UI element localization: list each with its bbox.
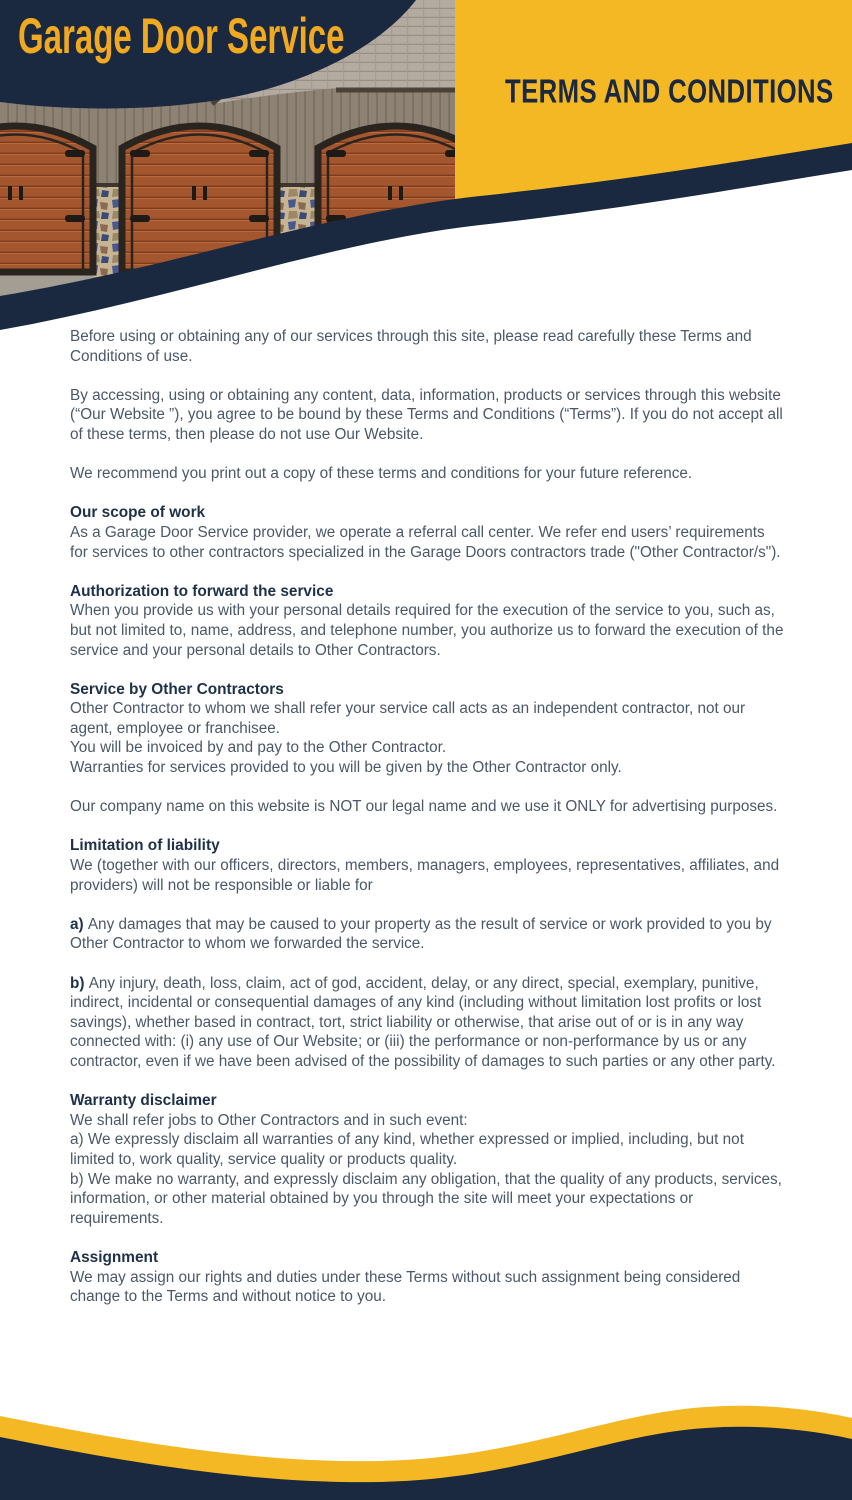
section-heading: Assignment <box>70 1248 159 1266</box>
section-paragraph: a) We expressly disclaim all warranties of any kind, whether expressed or implied, including, but not limited to, work quality, service quality or products quality. <box>70 1131 744 1168</box>
terms-section <box>70 1248 784 1307</box>
section-paragraph: Warranties for services provided to you will be given by the Other Contractor only. <box>70 759 622 777</box>
section-paragraph: Our company name on this website is NOT our legal name and we use it ONLY for advertising purposes. <box>70 798 778 816</box>
brand-logo: Garage Door Service <box>18 8 345 64</box>
section-paragraph: b) Any injury, death, loss, claim, act of god, accident, delay, or any direct, special, exemplary, punitive, indirect, incidental or consequential damages of any kind (including without limitation lost profits or lost savings), whether based in contract, tort, strict liability or otherwise, that arise out of or is in any way connected with: (i) any use of Our Website; or (iii) the performance or non-performance by us or any contractor, even if we have been advised of the possibility of damages to such parties or any other party. <box>70 974 776 1070</box>
section-paragraph: a) Any damages that may be caused to your property as the result of service or work provided to you by Other Contractor to whom we forwarded the service. <box>70 915 772 953</box>
intro-paragraph: Before using or obtaining any of our services through this site, please read carefully these Terms and Conditions of use. <box>70 328 752 365</box>
list-marker: b) <box>70 974 89 992</box>
list-marker: a) <box>70 915 88 933</box>
page-title: TERMS AND CONDITIONS <box>505 71 834 110</box>
section-paragraph: We may assign our rights and duties under these Terms without such assignment being considered change to the Terms and without notice to you. <box>70 1268 741 1306</box>
page-header <box>0 0 852 335</box>
intro-paragraph: By accessing, using or obtaining any content, data, information, products or services through this website (“Our Website ”), you agree to be bound by these Terms and Conditions (“Terms”). If you do not accept all of these terms, then please do not use Our Website. <box>70 386 783 443</box>
terms-section <box>70 836 784 1071</box>
header-wave-white <box>0 170 852 335</box>
section-heading: Service by Other Contractors <box>70 680 284 698</box>
terms-section <box>70 1091 784 1228</box>
section-heading: Authorization to forward the service <box>70 582 334 600</box>
section-paragraph: We (together with our officers, directors, members, managers, employees, representatives, affiliates, and providers) will not be responsible or liable for <box>70 857 780 894</box>
terms-content <box>70 327 784 1307</box>
terms-section <box>70 503 784 562</box>
footer-wave <box>0 1400 852 1500</box>
section-paragraph: Other Contractor to whom we shall refer your service call acts as an independent contractor, not our agent, employee or franchisee. <box>70 700 746 737</box>
section-paragraph: When you provide us with your personal details required for the execution of the service to you, such as, but not limited to, name, address, and telephone number, you authorize us to forward the execution of the service and your personal details to Other Contractors. <box>70 602 784 659</box>
section-heading: Warranty disclaimer <box>70 1092 217 1110</box>
section-paragraph: b) We make no warranty, and expressly disclaim any obligation, that the quality of any products, services, information, or other material obtained by you through the site will meet your expectations or requirements. <box>70 1170 782 1227</box>
section-heading: Our scope of work <box>70 504 206 522</box>
section-paragraph: As a Garage Door Service provider, we operate a referral call center. We refer end users’ requirements for services to other contractors specialized in the Garage Doors contractors trade ("Other Contractor/s"). <box>70 523 781 561</box>
section-paragraph: We shall refer jobs to Other Contractors and in such event: <box>70 1111 468 1129</box>
sections <box>70 503 784 1306</box>
terms-section <box>70 582 784 660</box>
section-paragraph: You will be invoiced by and pay to the Other Contractor. <box>70 739 447 757</box>
section-heading: Limitation of liability <box>70 837 220 855</box>
intro-paragraphs <box>70 327 784 484</box>
terms-section <box>70 680 784 817</box>
intro-paragraph: We recommend you print out a copy of these terms and conditions for your future reference. <box>70 465 693 483</box>
